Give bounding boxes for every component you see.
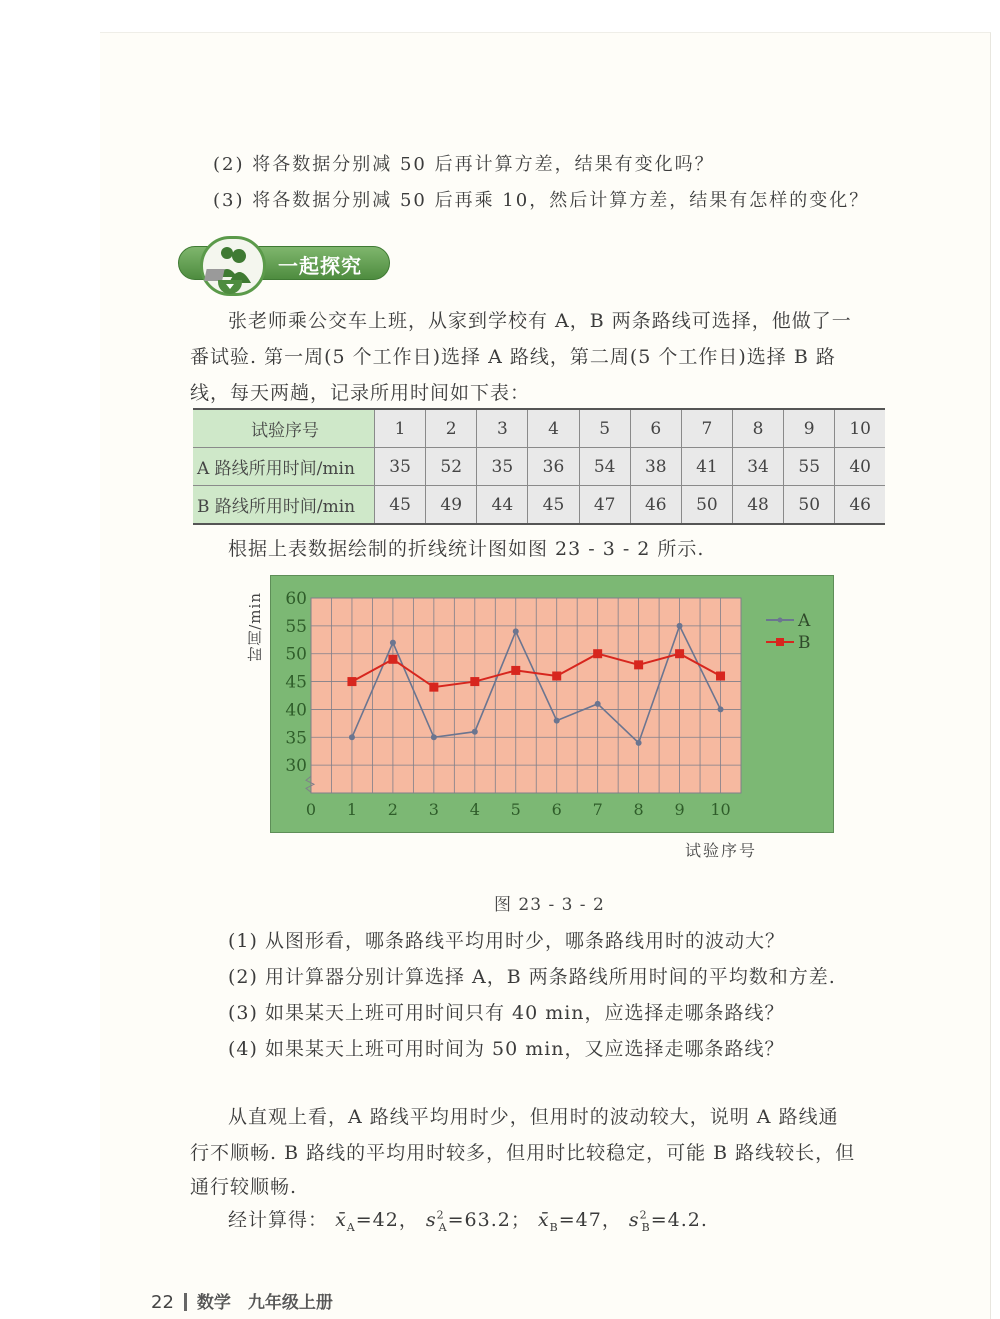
- value-cell: 54: [579, 448, 630, 486]
- x-tick-label: 6: [551, 800, 562, 819]
- trial-cell: 3: [477, 409, 528, 448]
- question-3: (3) 如果某天上班可用时间只有 40 min，应选择走哪条路线？: [228, 1002, 785, 1024]
- data-point: [513, 628, 519, 634]
- value-cell: 47: [579, 486, 630, 525]
- y-tick-label: 45: [285, 672, 307, 693]
- data-point: [554, 718, 560, 724]
- x-tick-label: 2: [387, 800, 398, 819]
- question-2: (2) 用计算器分别计算选择 A，B 两条路线所用时间的平均数和方差.: [228, 966, 836, 988]
- book-title: 数学 九年级上册: [196, 1293, 333, 1313]
- x-tick-label: 4: [469, 800, 480, 819]
- mean-a: 42: [372, 1209, 399, 1231]
- figure-caption: 图 23 - 3 - 2: [494, 895, 605, 915]
- value-cell: 38: [630, 448, 681, 486]
- value-cell: 41: [681, 448, 732, 486]
- exercise-question-3: (3) 将各数据分别减 50 后再乘 10，然后计算方差，结果有怎样的变化？: [213, 190, 870, 211]
- data-point: [593, 649, 602, 658]
- data-point: [347, 677, 356, 686]
- y-tick-label: 40: [285, 700, 307, 721]
- y-tick-label: 55: [285, 616, 307, 637]
- value-cell: 40: [835, 448, 885, 486]
- section-badge-explore: [178, 240, 390, 288]
- trial-cell: 4: [528, 409, 579, 448]
- footer-divider: [184, 1293, 187, 1311]
- trial-cell: 2: [426, 409, 477, 448]
- y-tick-label: 60: [285, 589, 307, 609]
- data-point: [675, 649, 684, 658]
- x-tick-label: 5: [510, 800, 521, 819]
- value-cell: 50: [784, 486, 835, 525]
- row-label: A 路线所用时间/min: [193, 448, 375, 486]
- legend-label: A: [798, 611, 811, 631]
- data-point: [390, 640, 396, 646]
- line-chart: [270, 575, 834, 833]
- table-row-a: [193, 448, 885, 486]
- data-point: [429, 683, 438, 692]
- exercise-question-2: (2) 将各数据分别减 50 后再计算方差，结果有变化吗？: [213, 154, 715, 175]
- value-cell: 55: [784, 448, 835, 486]
- header-cell: 试验序号: [193, 409, 375, 448]
- x-tick-label: 3: [428, 800, 439, 819]
- value-cell: 36: [528, 448, 579, 486]
- x-tick-label: 1: [346, 800, 358, 819]
- x-tick-label: 7: [592, 800, 603, 819]
- value-cell: 35: [477, 448, 528, 486]
- value-cell: 46: [835, 486, 885, 525]
- stats-prefix: 经计算得：: [228, 1209, 329, 1231]
- value-cell: 49: [426, 486, 477, 525]
- data-point: [636, 740, 642, 746]
- data-point: [716, 672, 725, 681]
- data-point: [349, 734, 355, 740]
- data-point: [388, 655, 397, 664]
- x-axis-label: 试验序号: [685, 841, 758, 860]
- y-axis-label: 时间/min: [246, 592, 264, 662]
- value-cell: 45: [375, 486, 426, 525]
- x-tick-label: 0: [305, 800, 317, 819]
- y-tick-label: 30: [285, 756, 307, 777]
- value-cell: 34: [732, 448, 783, 486]
- value-cell: 35: [375, 448, 426, 486]
- variance-a: 63.2: [464, 1209, 511, 1231]
- statistics-result: 经计算得： $x̄_A=42$， $s^2_A=63.2$； $x̄_B=47$， $s^2_B=4.2$.: [228, 1208, 708, 1234]
- legend-label: B: [798, 633, 811, 653]
- value-cell: 44: [477, 486, 528, 525]
- chart-intro: 根据上表数据绘制的折线统计图如图 23 - 3 - 2 所示.: [228, 538, 705, 560]
- value-cell: 52: [426, 448, 477, 486]
- badge-label: 一起探究: [278, 254, 362, 278]
- variance-b: 4.2: [667, 1209, 701, 1231]
- trial-cell: 5: [579, 409, 630, 448]
- x-tick-label: 10: [710, 800, 731, 819]
- analysis-line-2: 行不顺畅. B 路线的平均用时较多，但用时比较稳定，可能 B 路线较长，但: [190, 1142, 856, 1164]
- data-point: [431, 734, 437, 740]
- question-1: (1) 从图形看，哪条路线平均用时少，哪条路线用时的波动大？: [228, 930, 785, 952]
- data-point: [470, 677, 479, 686]
- trial-cell: 10: [835, 409, 885, 448]
- data-point: [552, 672, 561, 681]
- mean-b: 47: [575, 1209, 602, 1231]
- data-point: [511, 666, 520, 675]
- row-label: B 路线所用时间/min: [193, 486, 375, 525]
- data-point: [718, 706, 724, 712]
- value-cell: 48: [732, 486, 783, 525]
- y-tick-label: 50: [285, 644, 307, 665]
- trial-cell: 9: [784, 409, 835, 448]
- data-point: [595, 701, 601, 707]
- trial-cell: 7: [681, 409, 732, 448]
- trial-cell: 6: [630, 409, 681, 448]
- value-cell: 50: [681, 486, 732, 525]
- value-cell: 46: [630, 486, 681, 525]
- question-4: (4) 如果某天上班可用时间为 50 min，又应选择走哪条路线？: [228, 1038, 785, 1060]
- data-point: [472, 729, 478, 735]
- trial-cell: 8: [732, 409, 783, 448]
- y-tick-label: 35: [285, 728, 307, 749]
- trial-cell: 1: [375, 409, 426, 448]
- data-point: [677, 623, 683, 629]
- analysis-line-3: 通行较顺畅.: [190, 1176, 298, 1198]
- analysis-line-1: 从直观上看，A 路线平均用时少，但用时的波动较大，说明 A 路线通: [228, 1106, 839, 1128]
- x-tick-label: 9: [674, 800, 685, 819]
- table-header-row: [193, 409, 885, 448]
- data-point: [634, 660, 643, 669]
- intro-line-3: 线，每天两趟，记录所用时间如下表：: [190, 382, 531, 404]
- badge-tab: [218, 280, 242, 294]
- chart-canvas: [271, 576, 833, 832]
- x-tick-label: 8: [633, 800, 644, 819]
- plot-area: [311, 598, 741, 793]
- page-footer: [151, 1288, 333, 1313]
- intro-line-2: 番试验. 第一周(5 个工作日)选择 A 路线，第二周(5 个工作日)选择 B 路: [190, 346, 836, 368]
- table-row-b: [193, 486, 885, 525]
- page-number: 22: [151, 1292, 174, 1313]
- trial-data-table: [193, 408, 885, 525]
- value-cell: 45: [528, 486, 579, 525]
- intro-line-1: 张老师乘公交车上班，从家到学校有 A，B 两条路线可选择，他做了一: [228, 310, 852, 332]
